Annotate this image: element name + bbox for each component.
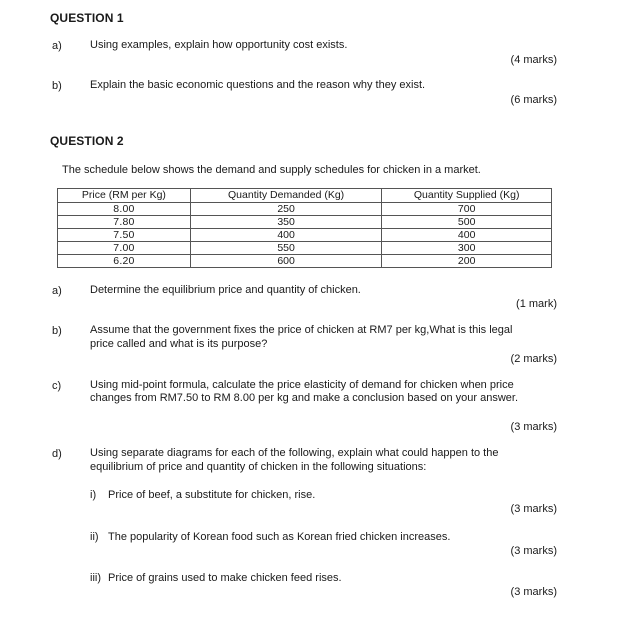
q2-intro: The schedule below shows the demand and supply schedules for chicken in a market. — [62, 164, 481, 176]
quantity-supplied-cell: 400 — [382, 229, 552, 242]
table-row — [58, 203, 552, 216]
price-cell: 7.00 — [58, 242, 191, 255]
q1-part-b-text: Explain the basic economic questions and the reason why they exist. — [90, 79, 426, 91]
q2-part-c-marks: (3 marks) — [510, 421, 557, 433]
q2-part-b-text-line-2: price called and what is its purpose? — [90, 338, 268, 350]
table-row — [58, 242, 552, 255]
quantity-demanded-cell: 600 — [190, 255, 382, 268]
question-1-heading: QUESTION 1 — [50, 11, 124, 25]
q2-subpart-iii-marks: (3 marks) — [510, 586, 557, 598]
q2-part-c-text-line-2: changes from RM7.50 to RM 8.00 per kg and make a conclusion based on your answer. — [90, 392, 519, 404]
table-row — [58, 229, 552, 242]
quantity-supplied-cell: 200 — [382, 255, 552, 268]
q2-subpart-i-marks: (3 marks) — [510, 503, 557, 515]
quantity-supplied-cell: 500 — [382, 216, 552, 229]
q1-part-a-marks: (4 marks) — [510, 54, 557, 66]
column-header-quantity-demanded: Quantity Demanded (Kg) — [190, 189, 382, 203]
q2-part-a-label: a) — [52, 285, 62, 297]
q2-subpart-ii-text: The popularity of Korean food such as Korean fried chicken increases. — [108, 531, 451, 543]
table-row — [58, 255, 552, 268]
q2-subpart-i-text: Price of beef, a substitute for chicken, rise. — [108, 489, 316, 501]
q2-subpart-iii-label: iii) — [90, 572, 101, 584]
q2-subpart-ii-label: ii) — [90, 531, 99, 543]
quantity-demanded-cell: 350 — [190, 216, 382, 229]
table-row — [58, 216, 552, 229]
q2-subpart-ii-marks: (3 marks) — [510, 545, 557, 557]
q2-part-d-text-line-1: Using separate diagrams for each of the following, explain what could happen to the — [90, 447, 499, 459]
quantity-demanded-cell: 550 — [190, 242, 382, 255]
q2-subpart-iii-text: Price of grains used to make chicken feed rises. — [108, 572, 342, 584]
q2-part-b-text-line-1: Assume that the government fixes the price of chicken at RM7 per kg,What is this legal — [90, 324, 513, 336]
table-header-row — [58, 189, 552, 203]
q1-part-b-label: b) — [52, 80, 62, 92]
quantity-demanded-cell: 250 — [190, 203, 382, 216]
q2-part-c-label: c) — [52, 380, 62, 392]
quantity-supplied-cell: 300 — [382, 242, 552, 255]
price-cell: 7.80 — [58, 216, 191, 229]
price-cell: 6.20 — [58, 255, 191, 268]
price-cell: 7.50 — [58, 229, 191, 242]
quantity-demanded-cell: 400 — [190, 229, 382, 242]
q2-part-b-marks: (2 marks) — [510, 353, 557, 365]
q2-part-b-label: b) — [52, 325, 62, 337]
quantity-supplied-cell: 700 — [382, 203, 552, 216]
price-cell: 8.00 — [58, 203, 191, 216]
column-header-price: Price (RM per Kg) — [58, 189, 191, 203]
column-header-quantity-supplied: Quantity Supplied (Kg) — [382, 189, 552, 203]
q1-part-a-label: a) — [52, 40, 62, 52]
q2-part-d-text-line-2: equilibrium of price and quantity of chicken in the following situations: — [90, 461, 427, 473]
q2-part-a-text: Determine the equilibrium price and quantity of chicken. — [90, 284, 361, 296]
demand-supply-schedule-table — [57, 188, 552, 268]
question-2-heading: QUESTION 2 — [50, 134, 124, 148]
q1-part-b-marks: (6 marks) — [510, 94, 557, 106]
q2-part-c-text-line-1: Using mid-point formula, calculate the price elasticity of demand for chicken when price — [90, 379, 514, 391]
q2-subpart-i-label: i) — [90, 489, 97, 501]
q1-part-a-text: Using examples, explain how opportunity cost exists. — [90, 39, 348, 51]
q2-part-a-marks: (1 mark) — [516, 298, 557, 310]
q2-part-d-label: d) — [52, 448, 62, 460]
